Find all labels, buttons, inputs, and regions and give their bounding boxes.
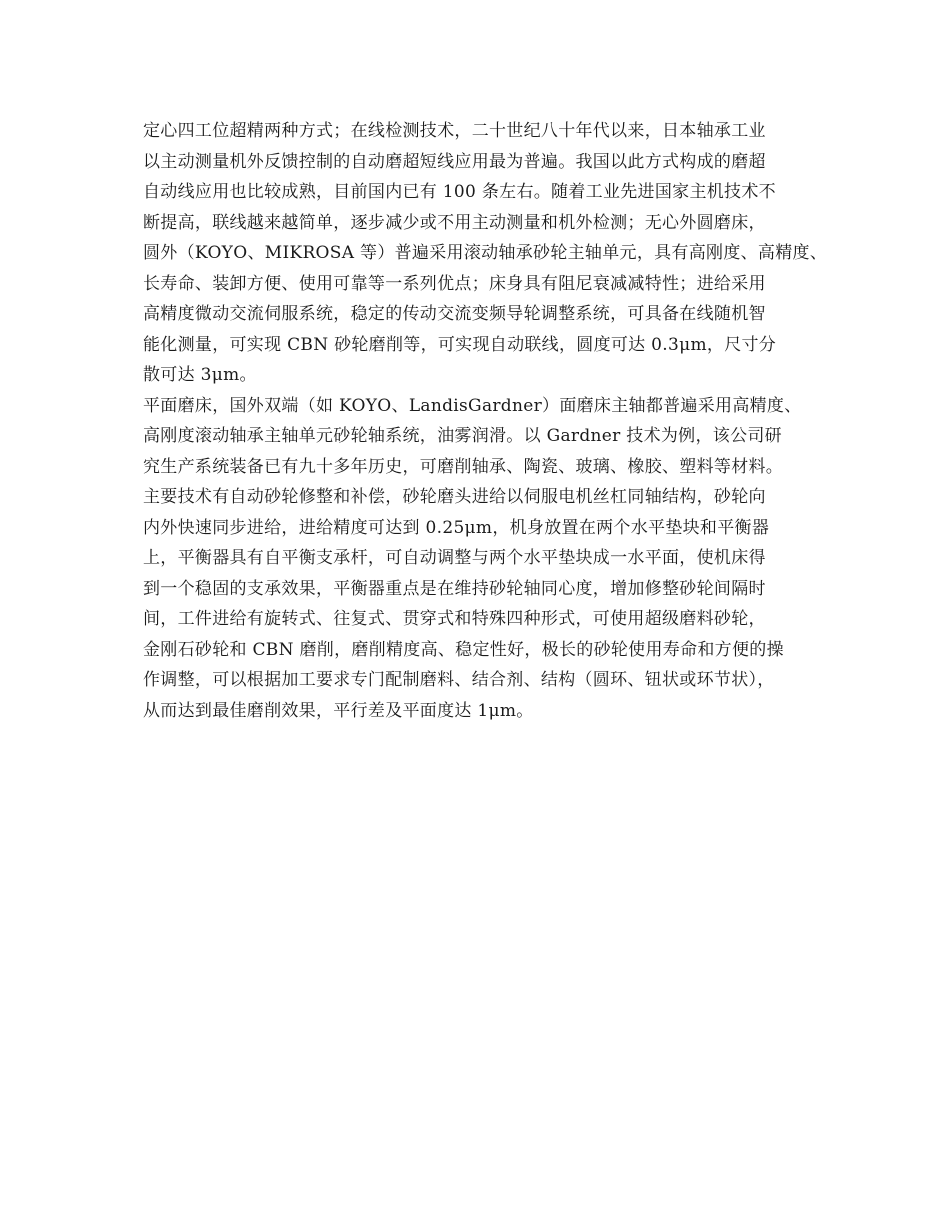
text-line: 究生产系统装备已有九十多年历史，可磨削轴承、陶瓷、玻璃、橡胶、塑料等材料。 — [143, 456, 784, 477]
text-line: 以主动测量机外反馈控制的自动磨超短线应用最为普遍。我国以此方式构成的磨超 — [143, 151, 766, 172]
text-line: 高刚度滚动轴承主轴单元砂轮轴系统，油雾润滑。以 Gardner 技术为例，该公司研 — [143, 426, 782, 446]
text-line: 作调整，可以根据加工要求专门配制磨料、结合剂、结构（圆环、钮状或环节状）， — [143, 670, 775, 690]
text-line: 到一个稳固的支承效果，平衡器重点是在维持砂轮轴同心度，增加修整砂轮间隔时 — [143, 578, 766, 599]
text-line: 间，工件进给有旋转式、往复式、贯穿式和特殊四种形式，可使用超级磨料砂轮， — [143, 609, 766, 629]
text-line: 断提高，联线越来越简单，逐步减少或不用主动测量和机外检测；无心外圆磨床， — [143, 212, 766, 233]
paragraph-online-inspection — [143, 116, 833, 391]
text-line: 自动线应用也比较成熟，目前国内已有 100 条左右。随着工业先进国家主机技术不 — [143, 182, 776, 202]
text-line: 定心四工位超精两种方式；在线检测技术，二十世纪八十年代以来，日本轴承工业 — [143, 121, 766, 141]
text-line: 上，平衡器具有自平衡支承杆，可自动调整与两个水平垫块成一水平面，使机床得 — [143, 548, 766, 568]
paragraph-surface-grinder — [143, 391, 833, 727]
text-line: 主要技术有自动砂轮修整和补偿，砂轮磨头进给以伺服电机丝杠同轴结构，砂轮向 — [143, 487, 766, 507]
text-line: 能化测量，可实现 CBN 砂轮磨削等，可实现自动联线，圆度可达 0.3μm，尺寸分 — [143, 334, 777, 355]
text-line: 平面磨床，国外双端（如 KOYO、LandisGardner）面磨床主轴都普遍采用高精度、 — [143, 395, 802, 416]
text-line: 高精度微动交流伺服系统，稳定的传动交流变频导轮调整系统，可具备在线随机智 — [143, 304, 766, 324]
document-body — [143, 116, 833, 726]
text-line: 散可达 3μm。 — [143, 365, 257, 385]
text-line: 从而达到最佳磨削效果，平行差及平面度达 1μm。 — [143, 700, 534, 721]
text-line: 金刚石砂轮和 CBN 磨削，磨削精度高、稳定性好，极长的砂轮使用寿命和方便的操 — [143, 639, 784, 660]
text-line: 内外快速同步进给，进给精度可达到 0.25μm，机身放置在两个水平垫块和平衡器 — [143, 517, 770, 538]
text-line: 圆外（KOYO、MIKROSA 等）普遍采用滚动轴承砂轮主轴单元，具有高刚度、高精度、 — [143, 243, 828, 263]
text-line: 长寿命、装卸方便、使用可靠等一系列优点；床身具有阻尼衰减减特性；进给采用 — [143, 273, 766, 294]
